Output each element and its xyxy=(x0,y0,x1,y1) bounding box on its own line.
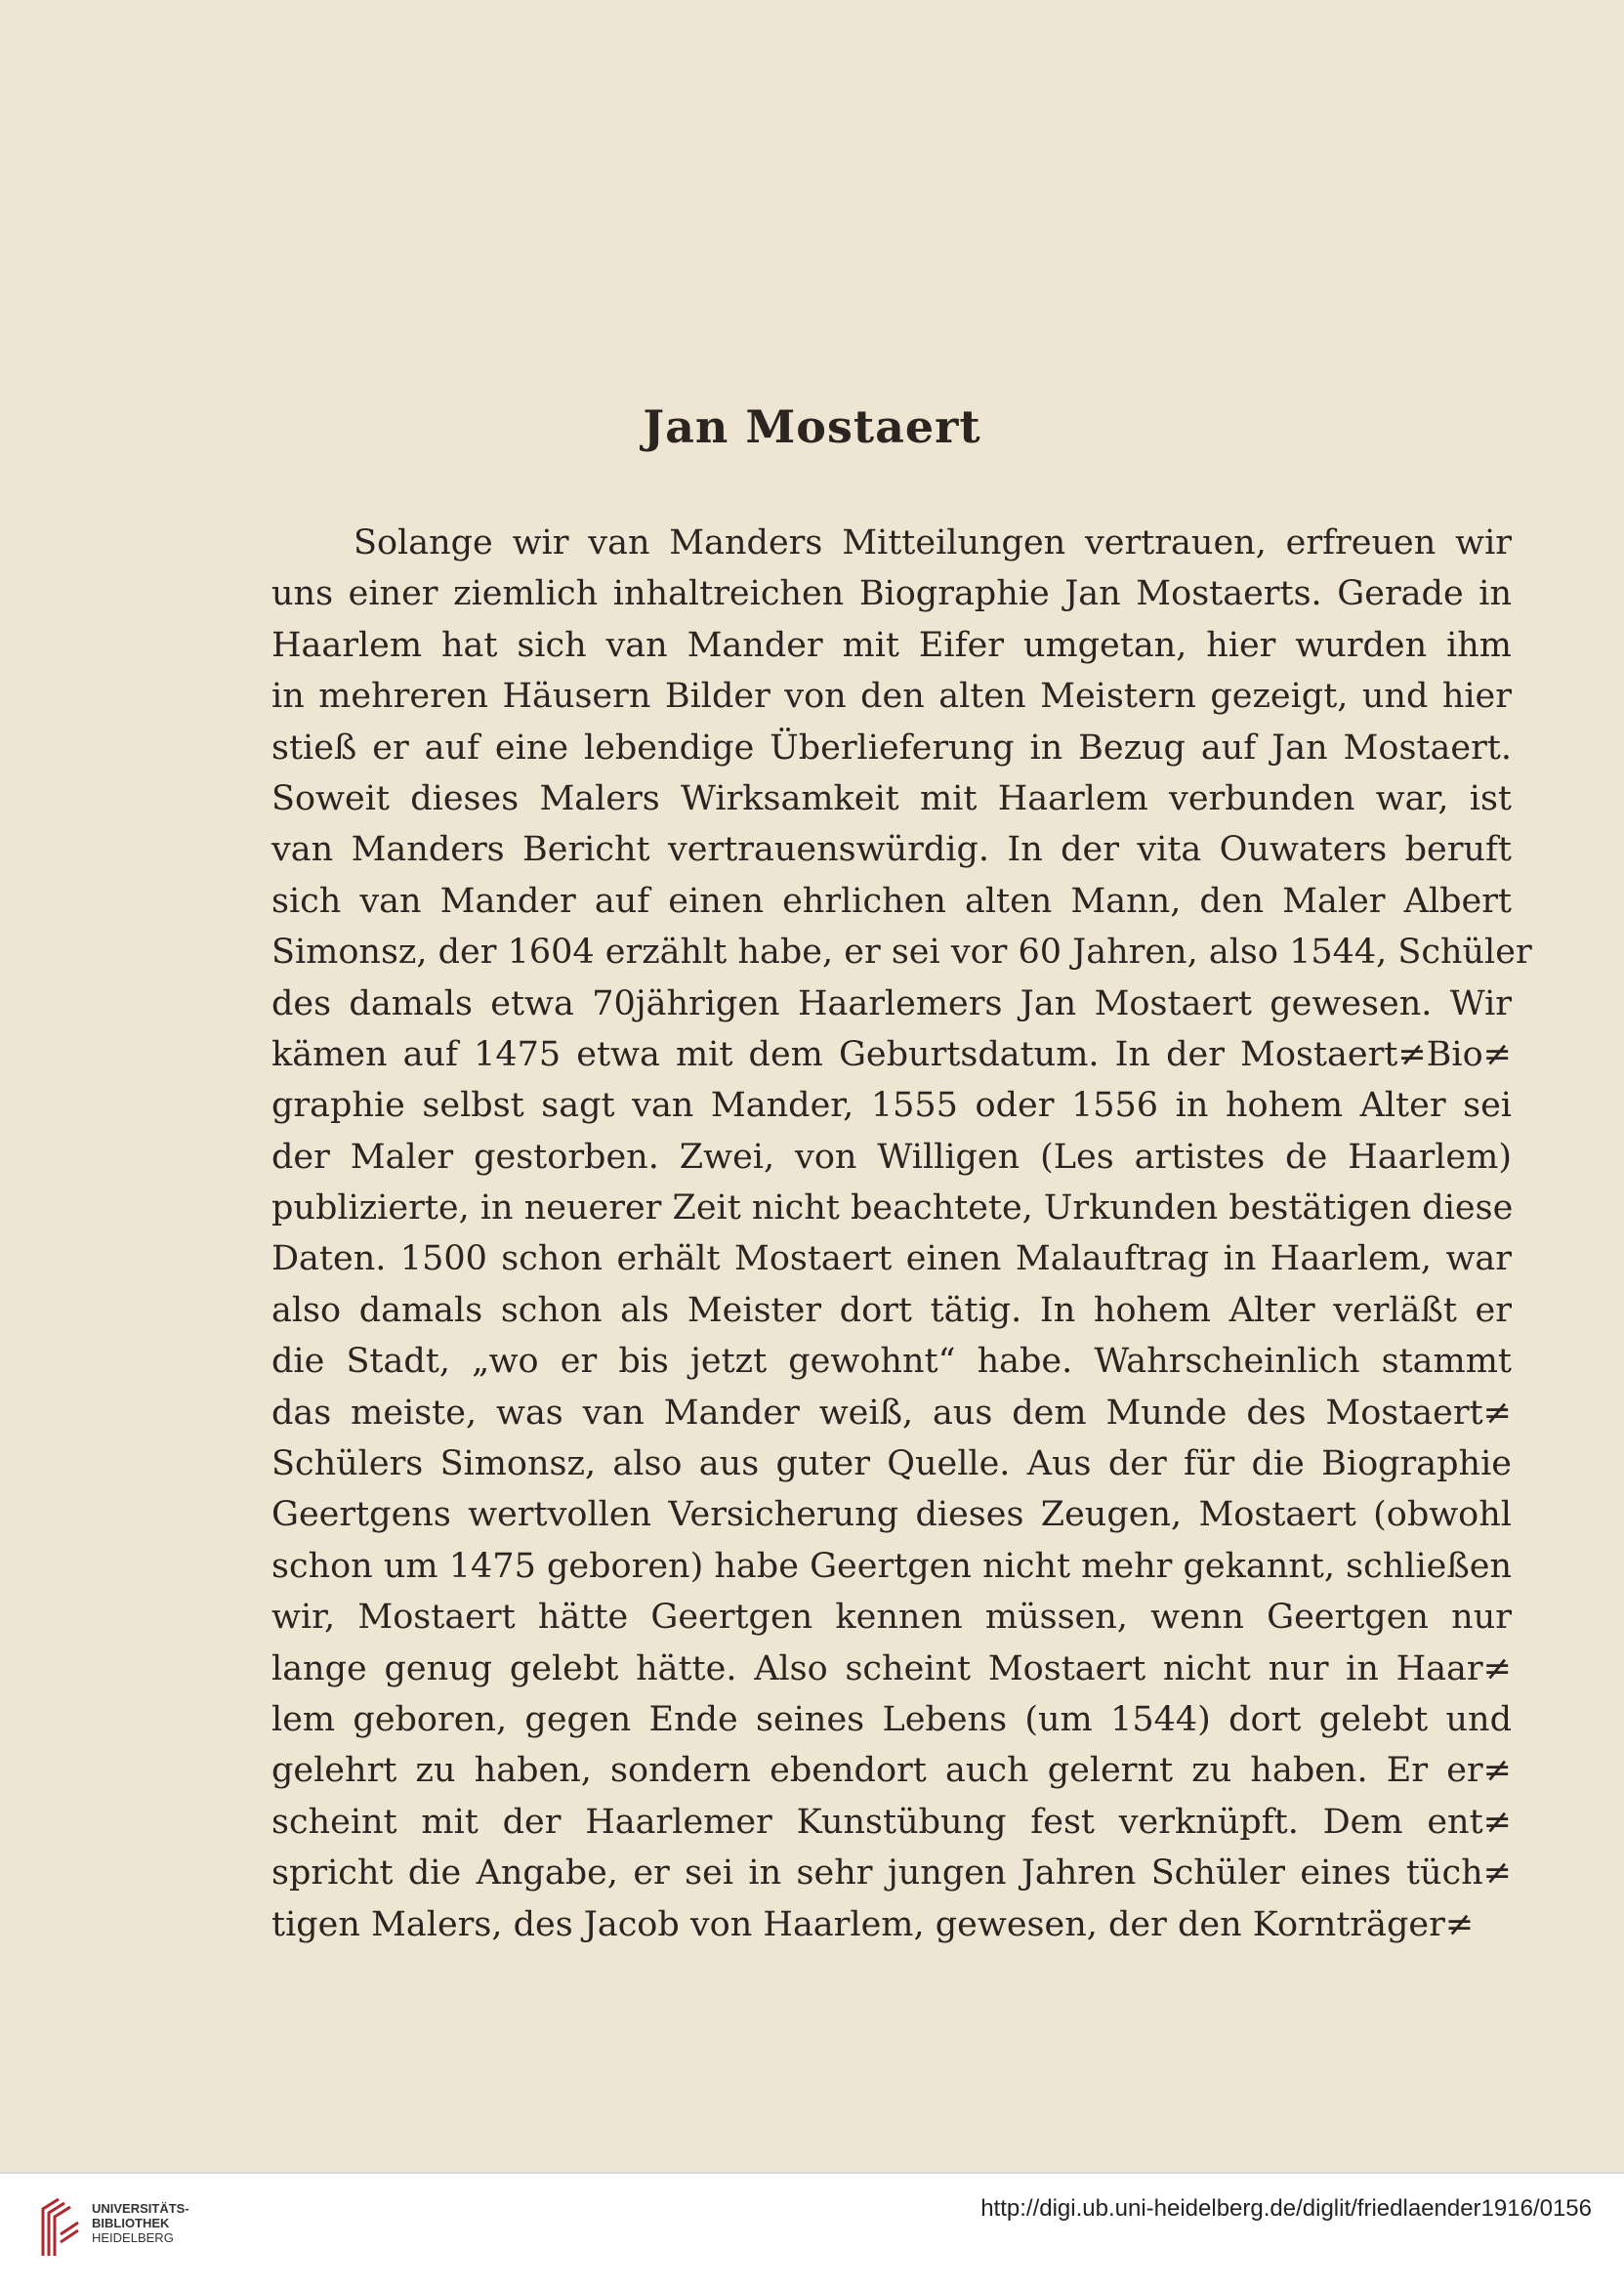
text-line: lange genug gelebt hätte. Also scheint Mostaert nicht nur in Haar≠ xyxy=(271,1648,1512,1688)
text-line: also damals schon als Meister dort tätig. In hohem Alter verläßt er xyxy=(271,1290,1512,1330)
text-line: in mehreren Häusern Bilder von den alten Meistern gezeigt, und hier xyxy=(271,677,1512,717)
text-line: kämen auf 1475 etwa mit dem Geburtsdatum. In der Mostaert≠Bio≠ xyxy=(271,1034,1512,1074)
footer-bar xyxy=(0,2172,1624,2289)
text-line: gelehrt zu haben, sondern ebendort auch gelernt zu haben. Er er≠ xyxy=(271,1751,1512,1791)
text-line: der Maler gestorben. Zwei, von Willigen (Les artistes de Haarlem) xyxy=(271,1137,1512,1177)
text-line: Soweit dieses Malers Wirksamkeit mit Haarlem verbunden war, ist xyxy=(271,778,1512,818)
text-line: des damals etwa 70jährigen Haarlemers Jan Mostaert gewesen. Wir xyxy=(271,983,1512,1023)
text-line: graphie selbst sagt van Mander, 1555 oder 1556 in hohem Alter sei xyxy=(271,1086,1512,1126)
text-line: sich van Mander auf einen ehrlichen alten Mann, den Maler Albert xyxy=(271,881,1512,921)
text-line: Haarlem hat sich van Mander mit Eifer umgetan, hier wurden ihm xyxy=(271,625,1512,665)
text-line: das meiste, was van Mander weiß, aus dem Munde des Mostaert≠ xyxy=(271,1393,1512,1433)
page-title: Jan Mostaert xyxy=(643,400,981,453)
library-name-line: UNIVERSITÄTS- xyxy=(92,2201,189,2216)
text-line: die Stadt, „wo er bis jetzt gewohnt“ habe. Wahrscheinlich stammt xyxy=(271,1342,1512,1382)
text-line: wir, Mostaert hätte Geertgen kennen müssen, wenn Geertgen nur xyxy=(271,1598,1512,1638)
body-text xyxy=(271,518,1532,1950)
text-line: Schülers Simonsz, also aus guter Quelle. Aus der für die Biographie xyxy=(271,1444,1512,1484)
library-name xyxy=(92,2201,189,2245)
text-line: van Manders Bericht vertrauenswürdig. In der vita Ouwaters beruft xyxy=(271,830,1512,870)
library-name-line: HEIDELBERG xyxy=(92,2230,174,2245)
text-line: tigen Malers, des Jacob von Haarlem, gewesen, der den Kornträger≠ xyxy=(271,1904,1475,1944)
text-line: Solange wir van Manders Mitteilungen vertrauen, erfreuen wir xyxy=(354,523,1512,562)
text-line: publizierte, in neuerer Zeit nicht beachtete, Urkunden bestätigen diese xyxy=(271,1188,1514,1228)
library-name-line: BIBLIOTHEK xyxy=(92,2216,170,2230)
text-line: spricht die Angabe, er sei in sehr jungen Jahren Schüler eines tüch≠ xyxy=(271,1853,1512,1894)
text-line: stieß er auf eine lebendige Überlieferung in Bezug auf Jan Mostaert. xyxy=(271,728,1512,768)
text-line: schon um 1475 geboren) habe Geertgen nicht mehr gekannt, schließen xyxy=(271,1546,1512,1586)
permalink-url[interactable]: http://digi.ub.uni-heidelberg.de/diglit/friedlaender1916/0156 xyxy=(980,2195,1592,2222)
text-line: Simonsz, der 1604 erzählt habe, er sei vor 60 Jahren, also 1544, Schüler xyxy=(271,933,1532,973)
text-line: Daten. 1500 schon erhält Mostaert einen Malauftrag in Haarlem, war xyxy=(271,1239,1512,1279)
text-line: scheint mit der Haarlemer Kunstübung fest verknüpft. Dem ent≠ xyxy=(271,1802,1512,1842)
text-line: lem geboren, gegen Ende seines Lebens (um 1544) dort gelebt und xyxy=(271,1699,1512,1739)
text-line: Geertgens wertvollen Versicherung dieses Zeugen, Mostaert (obwohl xyxy=(271,1495,1512,1535)
heidelberg-library-logo-icon xyxy=(39,2195,82,2258)
text-line: uns einer ziemlich inhaltreichen Biographie Jan Mostaerts. Gerade in xyxy=(271,574,1512,614)
